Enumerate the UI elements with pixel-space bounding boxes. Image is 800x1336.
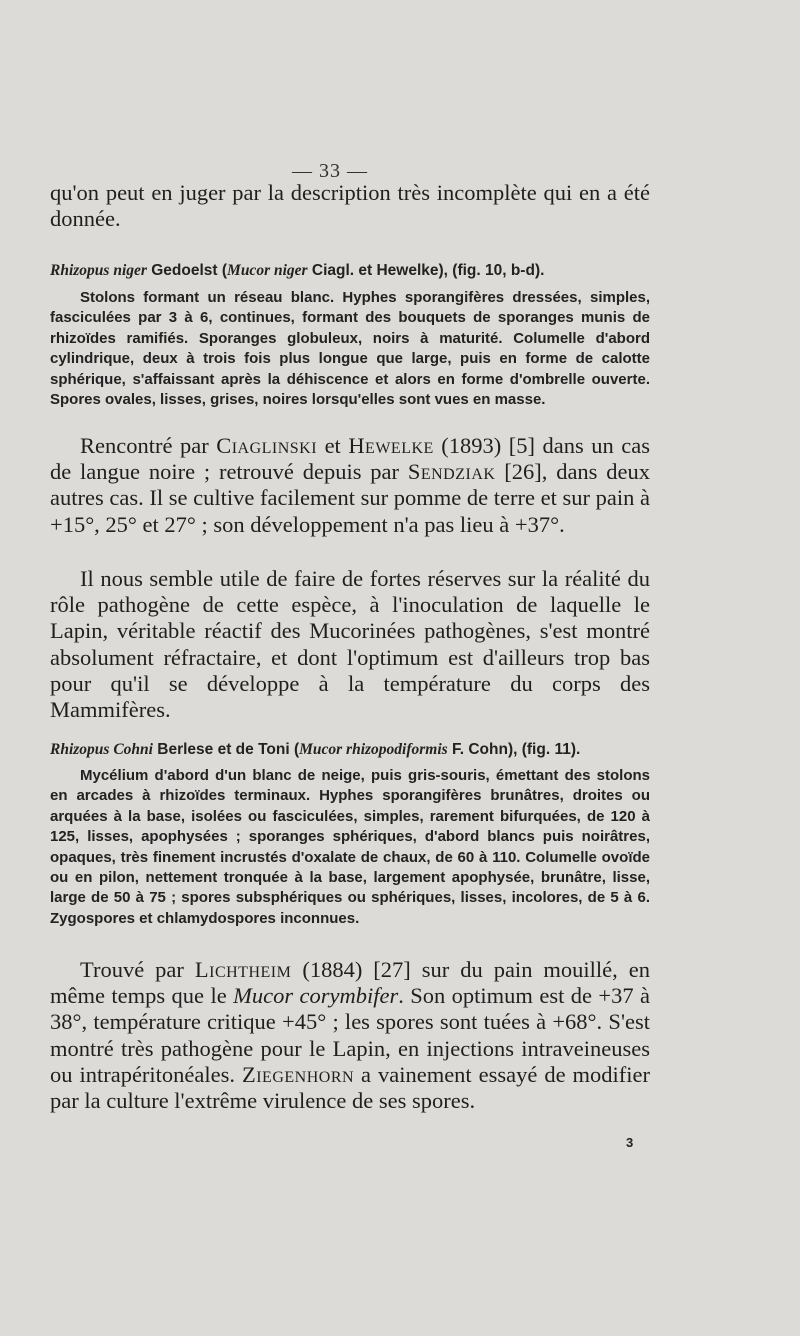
paragraph-reserves: Il nous semble utile de faire de fortes réserves sur la réalité du rôle pathogène de cette espèce, à l'inoculation de laquelle le Lapin, véritable réactif des Mucorinées pathogènes, s'est montré absolument réfractaire, et dont l'optimum est d'ailleurs trop bas pour qu'il se développe à la température du corps des Mammifères. — [50, 566, 650, 723]
text-run: Trouvé par — [80, 957, 195, 982]
species-name: Rhizopus niger — [50, 262, 147, 279]
intro-paragraph: qu'on peut en juger par la description très incomplète qui en a été donnée. — [50, 180, 650, 232]
species-name: Rhizopus Cohni — [50, 741, 153, 758]
species-heading-rhizopus-niger — [50, 262, 650, 280]
species-description-rhizopus-niger: Stolons formant un réseau blanc. Hyphes sporangifères dressées, simples, fasciculées par 3 à 6, continues, formant des bouquets de sporanges munis de rhizoïdes ramifiés. Sporanges globuleux, noirs à maturité. Columelle d'abord cylindrique, deux à trois fois plus longue que large, puis en forme de calotte sphérique, s'affaissant après la déhiscence et alors en forme d'ombrelle ouverte. Spores ovales, lisses, grises, noires lorsqu'elles sont vues en masse. — [50, 289, 650, 409]
species-synonym: Mucor rhizopodiformis — [299, 741, 448, 758]
paragraph-rencontre — [50, 433, 650, 538]
text-run: (1893) [5] dans un cas de langue noire ; retrouvé depuis par — [50, 433, 650, 485]
text-run: et — [317, 433, 349, 458]
author-name: Hewelke — [348, 433, 434, 458]
species-heading-rhizopus-cohni — [50, 741, 650, 759]
text-run: Rencontré par — [80, 433, 217, 458]
species-name: Mucor corymbifer — [233, 983, 399, 1009]
species-synonym: Mucor niger — [227, 262, 308, 279]
author-name: Ziegenhorn — [241, 1061, 355, 1087]
text-run: (1884) [27] sur du pain mouillé, en même temps que le — [50, 957, 650, 1009]
author-name: Ciaglinski — [216, 433, 318, 458]
author-name: Sendziak — [407, 459, 496, 485]
text-run: [26], dans deux autres cas. Il se cultive facilement sur pomme de terre et sur pain à +15°, 25° et 27° ; son développement n'a pas lieu à +37°. — [50, 459, 650, 537]
signature-mark: 3 — [626, 1135, 634, 1150]
species-heading-tail: Ciagl. et Hewelke), (fig. 10, b-d). — [307, 262, 545, 279]
species-author: Berlese et de Toni ( — [152, 741, 300, 758]
paragraph-trouve — [50, 957, 650, 1114]
species-author: Gedoelst ( — [146, 262, 228, 279]
text-run: a vainement essayé de modifier par la culture l'extrême virulence de ses spores. — [50, 1061, 650, 1114]
species-description-rhizopus-cohni: Mycélium d'abord d'un blanc de neige, puis gris-souris, émettant des stolons en arcades à rhizoïdes terminaux. Hyphes sporangifères brunâtres, droites ou arquées à la base, isolées ou fasciculées, simples, rarement bifurquées, de 120 à 125, lisses, apophysées ; sporanges sphériques, d'abord blancs puis noirâtres, opaques, très finement incrustés d'oxalate de chaux, de 60 à 110. Columelle ovoïde ou en pilon, nettement tronquée à la base, largement apophysée, brunâtre, lisse, large de 50 à 75 ; spores subsphériques ou sphériques, lisses, incolores, de 5 à 6. Zygospores et chlamydospores inconnues. — [50, 767, 650, 927]
species-heading-tail: F. Cohn), (fig. 11). — [447, 741, 581, 758]
author-name: Lichtheim — [194, 957, 292, 982]
page-number: — 33 — — [292, 160, 368, 182]
text-run: . Son optimum est de +37 à 38°, température critique +45° ; les spores sont tuées à +68°. S'est montré très pathogène pour le Lapin, en injections intraveineuses ou intrapéritonéales. — [50, 983, 650, 1087]
